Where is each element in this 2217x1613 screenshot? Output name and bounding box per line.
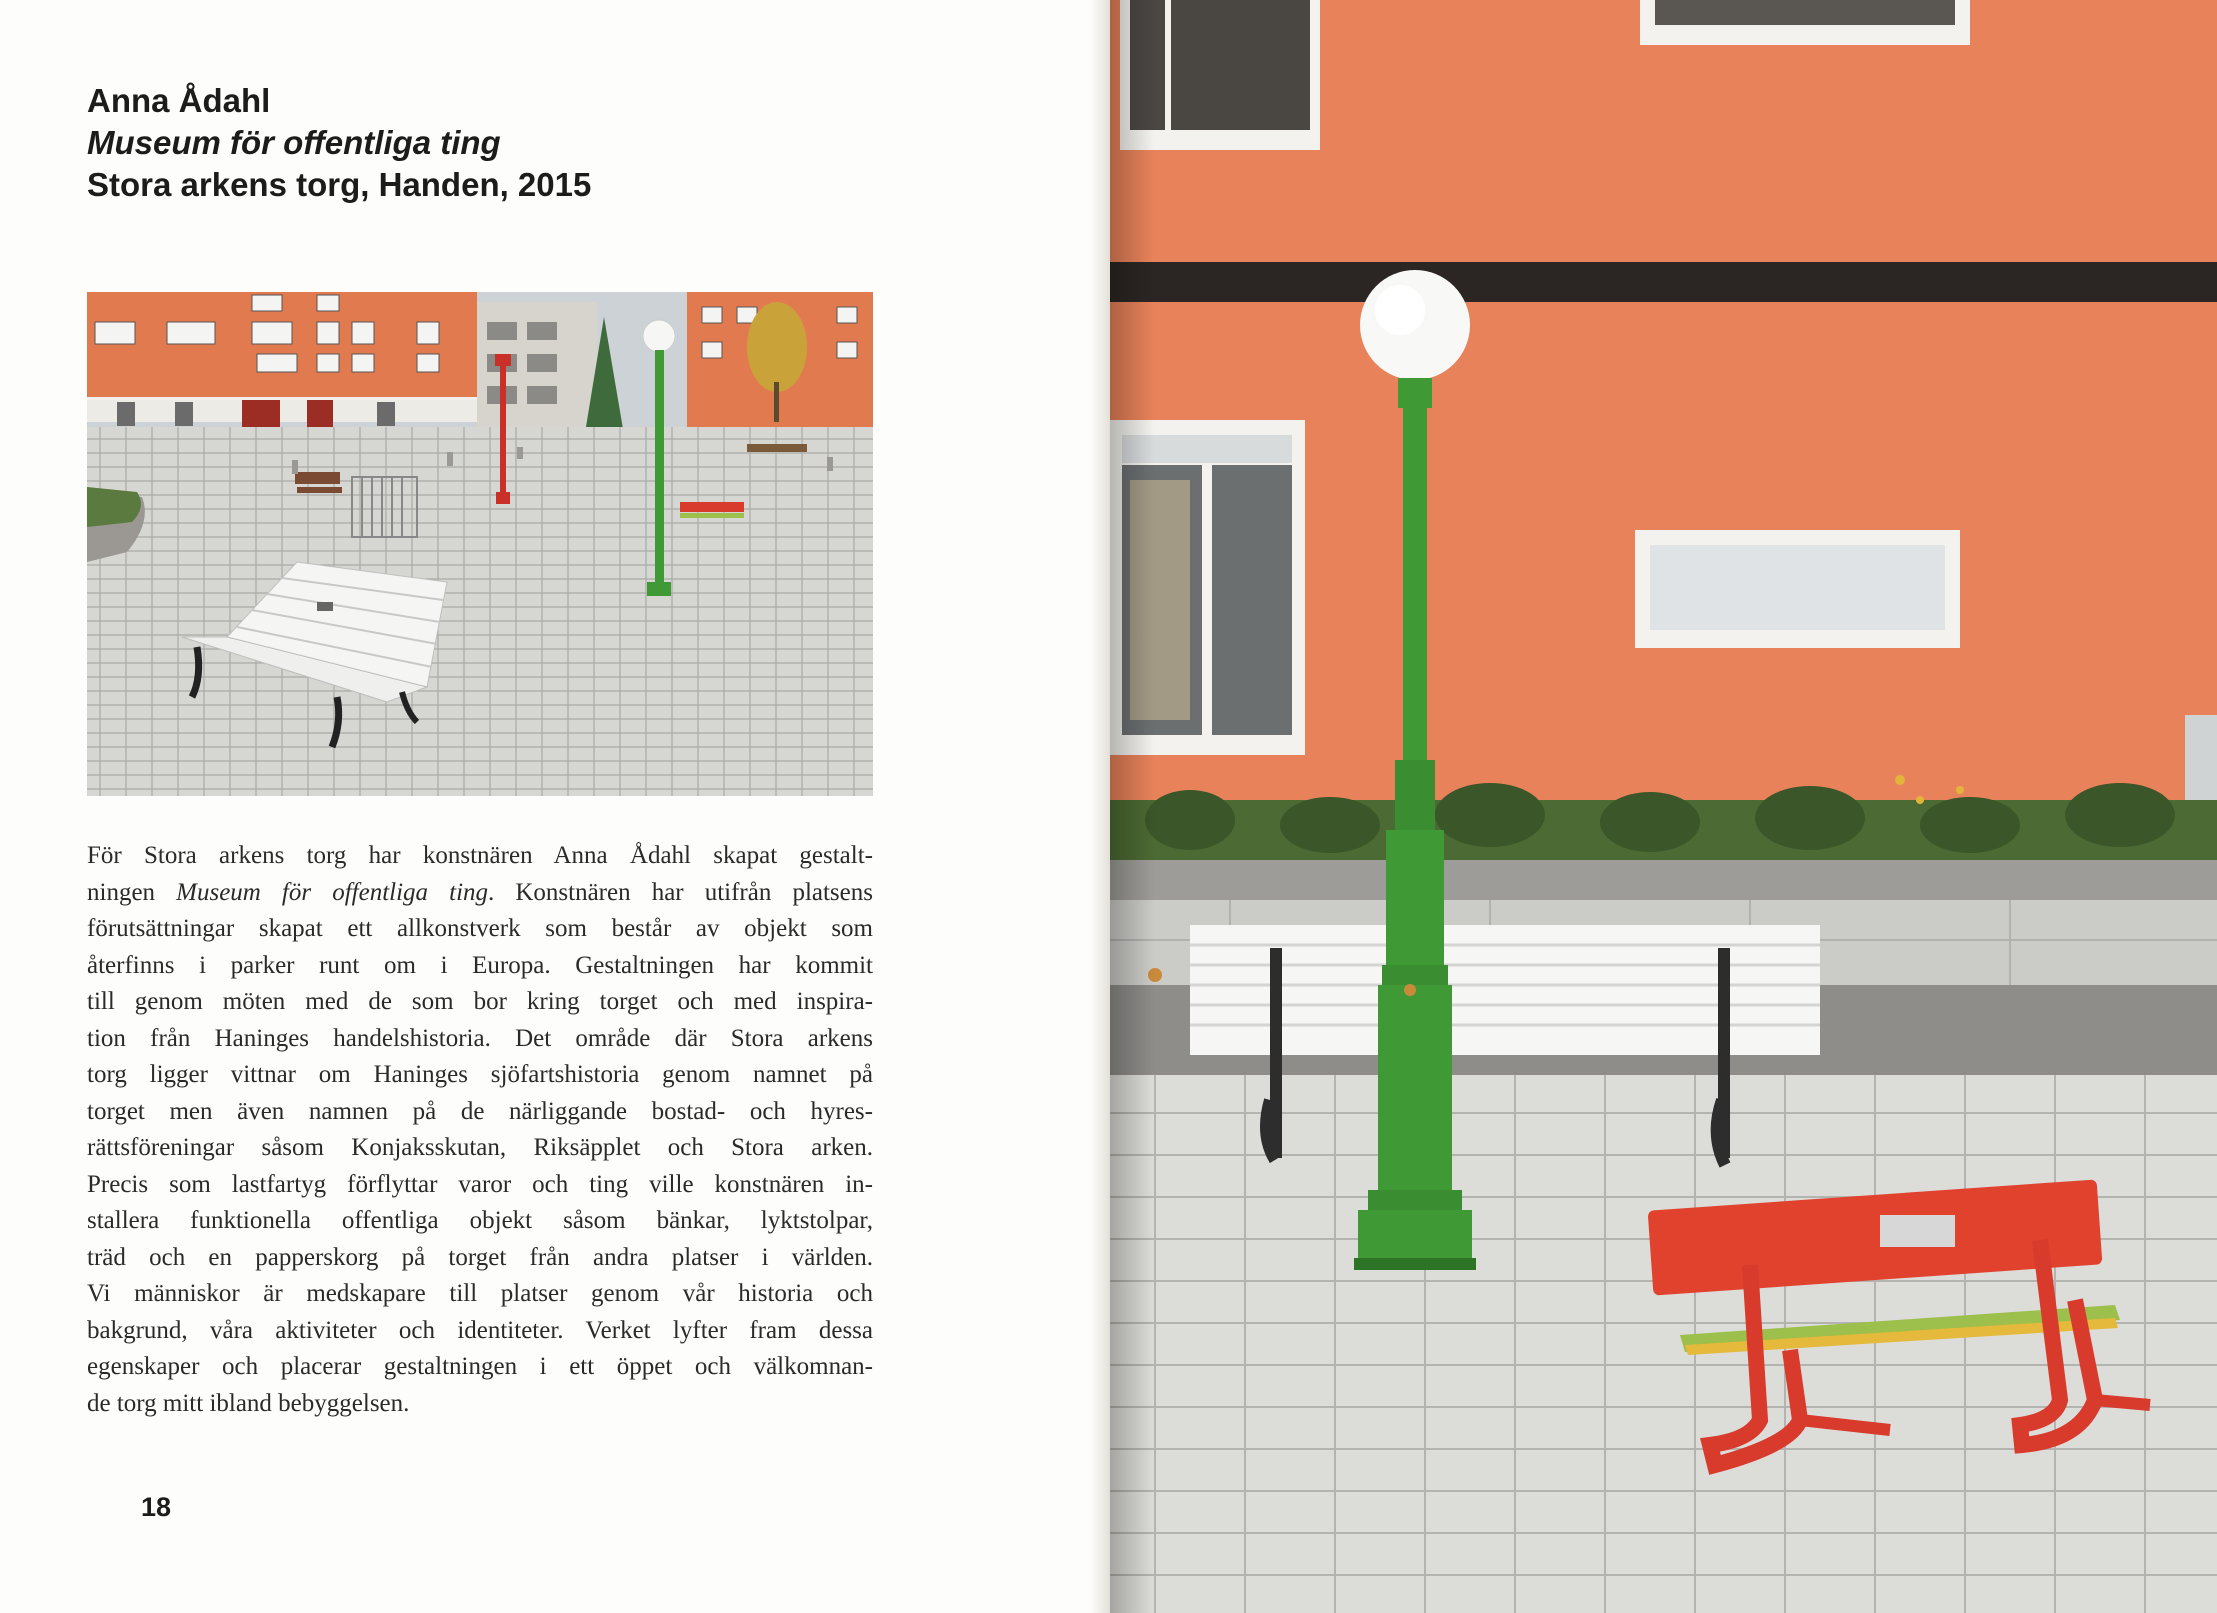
page-number: 18	[141, 1492, 172, 1522]
body-line: tion från Haninges handelshistoria. Det område där Stora arkens	[87, 1024, 873, 1052]
body-line: torget men även namnen på de närliggande bostad- och hyres-	[87, 1097, 873, 1125]
body-line: torg ligger vittnar om Haninges sjöfartshistoria genom namnet på	[87, 1061, 873, 1088]
lamp-and-benches-illustration	[1110, 0, 2217, 1613]
body-line: Precis som lastfartyg förflyttar varor och ting ville konstnären in-	[87, 1170, 873, 1198]
body-line: Vi människor är medskapare till platser genom vår historia och	[87, 1280, 873, 1307]
artwork-heading	[87, 80, 987, 206]
body-line: bakgrund, våra aktiviteter och identiteter. Verket lyfter fram dessa	[87, 1316, 873, 1344]
body-line: till genom möten med de som bor kring torget och med inspira-	[87, 988, 873, 1015]
location-year: Stora arkens torg, Handen, 2015	[87, 166, 592, 203]
square-overview-photo	[87, 292, 873, 796]
body-line: återfinns i parker runt om i Europa. Gestaltningen har kommit	[87, 951, 873, 979]
full-page-photo	[1110, 0, 2217, 1613]
body-line: egenskaper och placerar gestaltningen i ett öppet och välkomnan-	[87, 1353, 873, 1380]
body-text	[87, 838, 873, 1422]
body-line: förutsättningar skapat ett allkonstverk som består av objekt som	[87, 915, 873, 942]
artist-name: Anna Ådahl	[87, 82, 271, 119]
body-line: stallera funktionella offentliga objekt såsom bänkar, lyktstolpar,	[87, 1207, 873, 1234]
body-line: ningen Museum för offentliga ting. Konstnären har utifrån platsens	[87, 878, 873, 906]
square-overview-illustration	[87, 292, 873, 796]
body-line: de torg mitt ibland bebyggelsen.	[87, 1389, 410, 1417]
left-page	[0, 0, 1108, 1613]
body-line: träd och en papperskorg på torget från andra platser i världen.	[87, 1243, 873, 1271]
body-line: För Stora arkens torg har konstnären Anna Ådahl skapat gestalt-	[87, 842, 873, 869]
work-title: Museum för offentliga ting	[87, 124, 501, 161]
body-line: rättsföreningar såsom Konjaksskutan, Riksäpplet och Stora arken.	[87, 1134, 873, 1161]
